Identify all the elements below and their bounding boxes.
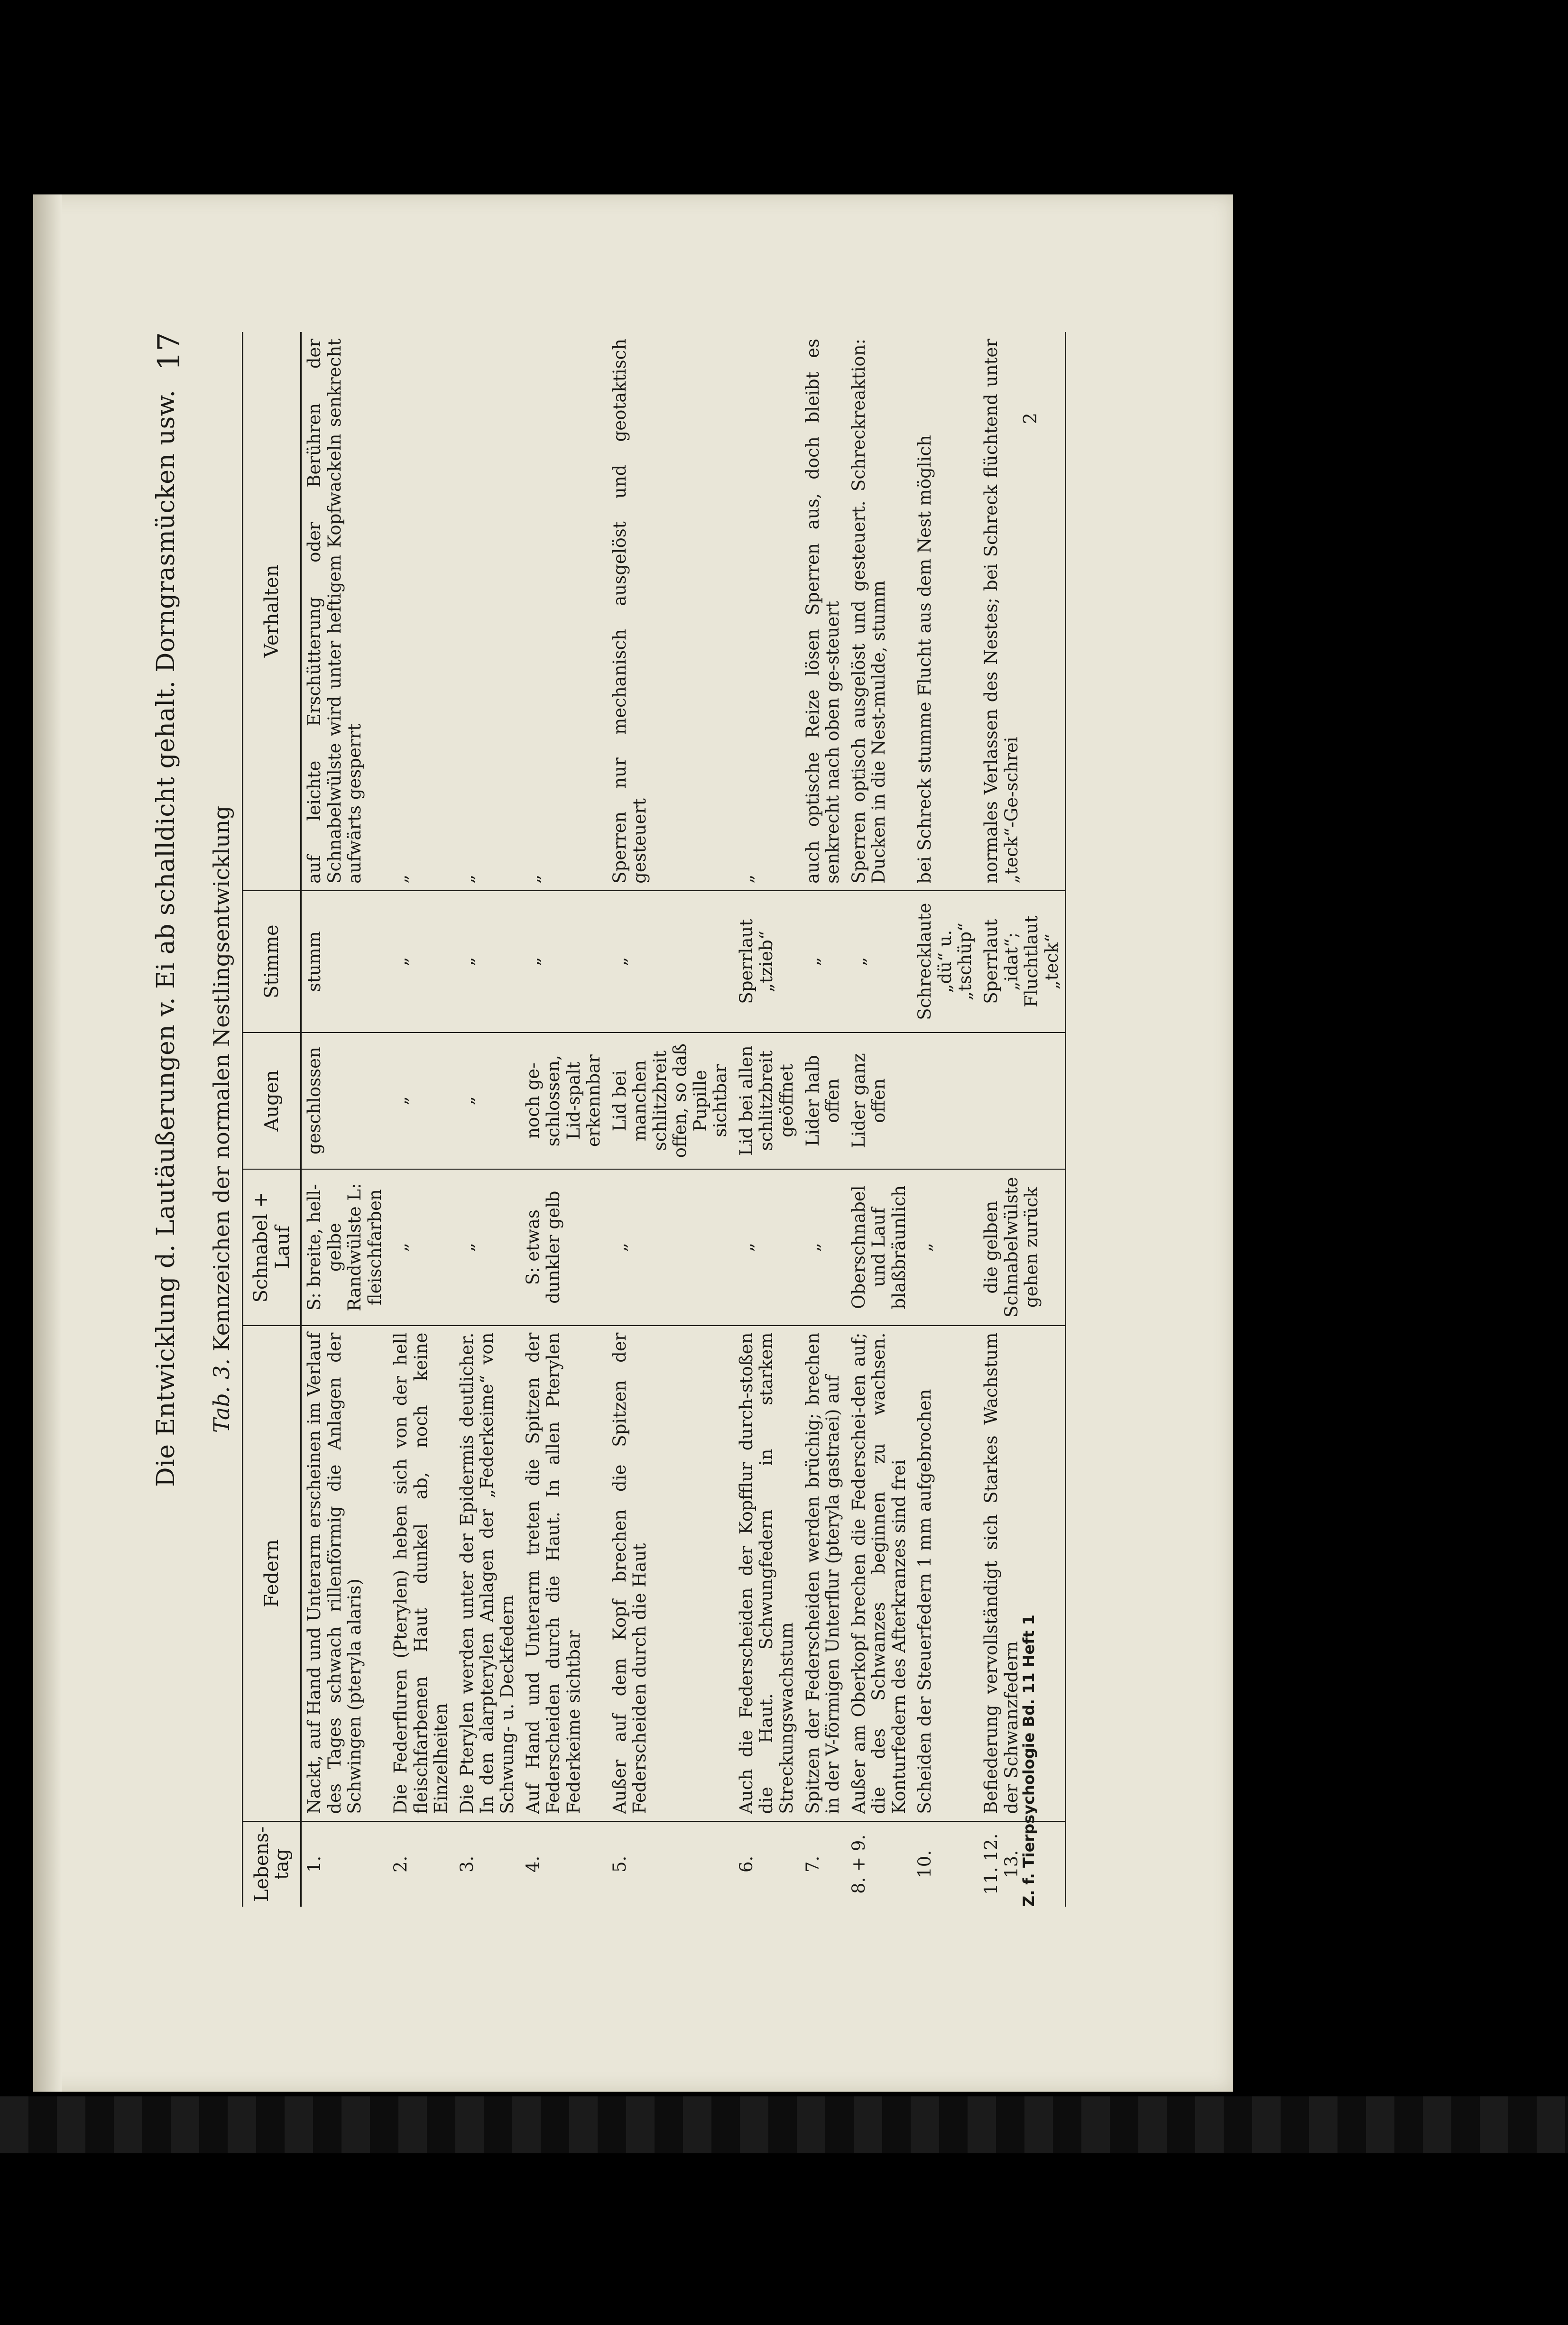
cell-augen [978, 1033, 1066, 1169]
cell-federn: Auf Hand und Unterarm treten die Spitzen der Federscheiden durch die Haut. In allen Pterylen Federkeime sichtbar [520, 1326, 607, 1821]
cell-augen: Lider halb offen [800, 1033, 846, 1169]
cell-augen: geschlossen [301, 1033, 388, 1169]
column-header-schnabel: Schnabel + Lauf [243, 1169, 301, 1326]
table-row [912, 332, 978, 1907]
cell-federn: Scheiden der Steuerfedern 1 mm aufgebrochen [912, 1326, 978, 1821]
table-number: Tab. 3. [209, 1358, 234, 1433]
column-header-verhalten: Verhalten [243, 332, 301, 891]
cell-verhalten: auf leichte Erschütterung oder Berühren der Schnabelwülste wird unter heftigem Kopfwackeln senkrecht aufwärts gesperrt [301, 332, 388, 891]
cell-stimme: „ [388, 891, 454, 1033]
cell-augen: „ [388, 1033, 454, 1169]
cell-schnabel: „ [800, 1169, 846, 1326]
cell-schnabel: S: etwas dunkler gelb [520, 1169, 607, 1326]
cell-federn: Befiederung vervollständigt sich Starkes Wachstum der Schwanzfedern [978, 1326, 1066, 1821]
cell-federn: Spitzen der Federscheiden werden brüchig; brechen in der V-förmigen Unterflur (pteryla gastraei) auf [800, 1326, 846, 1821]
table-row [846, 332, 913, 1907]
cell-augen: „ [454, 1033, 521, 1169]
cell-federn: Auch die Federscheiden der Kopfflur durch-stoßen die Haut. Schwungfedern in starkem Streckungswachstum [734, 1326, 800, 1821]
table-row [520, 332, 607, 1907]
signature-mark: 2 [1020, 413, 1041, 424]
cell-day: 5. [609, 1855, 630, 1873]
cell-stimme: Sperrlaut „idat“; Fluchtlaut „teck“ [978, 891, 1066, 1033]
cell-stimme: „ [607, 891, 734, 1033]
cell-day: 2. [390, 1855, 411, 1873]
cell-schnabel: „ [454, 1169, 521, 1326]
page-gutter-shadow [33, 194, 62, 2092]
rotated-page-content [152, 318, 1062, 1907]
cell-federn: Nackt, auf Hand und Unterarm erscheinen im Verlauf des Tages schwach rillenförmig die Anlagen der Schwingen (pteryla alaris) [301, 1326, 388, 1821]
cell-federn: Die Federfluren (Pterylen) heben sich von der hell fleischfarbenen Haut dunkel ab, noch keine Einzelheiten [388, 1326, 454, 1821]
cell-verhalten: Sperren nur mechanisch ausgelöst und geotaktisch gesteuert [607, 332, 734, 891]
table-header-row [243, 332, 301, 1907]
cell-schnabel: „ [912, 1169, 978, 1326]
table-row [388, 332, 454, 1907]
cell-federn: Außer auf dem Kopf brechen die Spitzen der Federscheiden durch die Haut [607, 1326, 734, 1821]
cell-verhalten: „ [520, 332, 607, 891]
cell-augen: Lider ganz offen [846, 1033, 913, 1169]
cell-stimme: stumm [301, 891, 388, 1033]
scanner-edge-strip [0, 2096, 1568, 2153]
cell-stimme: „ [800, 891, 846, 1033]
cell-stimme: Sperrlaut „tzieb“ [734, 891, 800, 1033]
table-row [607, 332, 734, 1907]
cell-day: 11. 12. 13. [978, 1821, 1066, 1907]
cell-day: 7. [802, 1855, 823, 1873]
cell-verhalten: Sperren optisch ausgelöst und gesteuert. Schreckreaktion: Ducken in die Nest-mulde, stumm [846, 332, 913, 891]
page-number: 17 [152, 332, 187, 371]
cell-verhalten: normales Verlassen des Nestes; bei Schreck flüchtend unter „teck“-Ge-schrei [978, 332, 1066, 891]
table-row [800, 332, 846, 1907]
column-header-day: Lebens-tag [243, 1821, 301, 1907]
cell-verhalten: „ [388, 332, 454, 891]
cell-schnabel: „ [607, 1169, 734, 1326]
cell-schnabel: „ [388, 1169, 454, 1326]
cell-stimme: „ [520, 891, 607, 1033]
table-caption [209, 332, 234, 1907]
cell-day: 3. [456, 1855, 477, 1873]
cell-day: 4. [523, 1855, 544, 1873]
cell-day: 1. [304, 1855, 324, 1873]
cell-schnabel: S: breite, hell-gelbe Randwülste L: fleischfarben [301, 1169, 388, 1326]
cell-stimme: Schrecklaute „dü“ u. „tschüp“ [912, 891, 978, 1033]
nestling-development-table [242, 332, 1066, 1907]
running-title: Die Entwicklung d. Lautäußerungen v. Ei ab schalldicht gehalt. Dorngrasmücken usw. [152, 389, 180, 1487]
cell-day: 8. + 9. [848, 1834, 869, 1894]
cell-day: 10. [914, 1850, 935, 1878]
cell-schnabel: Oberschnabel und Lauf blaßbräunlich [846, 1169, 913, 1326]
cell-verhalten: „ [734, 332, 800, 891]
cell-schnabel: die gelben Schnabelwülste gehen zurück [978, 1169, 1066, 1326]
cell-augen: Lid bei manchen schlitzbreit offen, so daß Pupille sichtbar [607, 1033, 734, 1169]
cell-augen [912, 1033, 978, 1169]
table-row [734, 332, 800, 1907]
cell-stimme: „ [454, 891, 521, 1033]
cell-augen: noch ge-schlossen, Lid-spalt erkennbar [520, 1033, 607, 1169]
cell-day: 6. [736, 1855, 756, 1873]
column-header-stimme: Stimme [243, 891, 301, 1033]
cell-federn: Außer am Oberkopf brechen die Federschei-den auf; die des Schwanzes beginnen zu wachsen. Konturfedern des Afterkranzes sind frei [846, 1326, 913, 1821]
column-header-federn: Federn [243, 1326, 301, 1821]
table-row [301, 332, 388, 1907]
cell-verhalten: auch optische Reize lösen Sperren aus, doch bleibt es senkrecht nach oben ge-steuert [800, 332, 846, 891]
table-row [454, 332, 521, 1907]
cell-federn: Die Pterylen werden unter der Epidermis deutlicher. In den alarpterylen Anlagen der „Federkeime“ von Schwung- u. Deckfedern [454, 1326, 521, 1821]
column-header-augen: Augen [243, 1033, 301, 1169]
cell-augen: Lid bei allen schlitzbreit geöffnet [734, 1033, 800, 1169]
cell-verhalten: bei Schreck stumme Flucht aus dem Nest möglich [912, 332, 978, 891]
cell-verhalten: „ [454, 332, 521, 891]
table-caption-text: Kennzeichen der normalen Nestlingsentwicklung [209, 805, 234, 1352]
cell-schnabel: „ [734, 1169, 800, 1326]
running-header [152, 332, 204, 1907]
cell-stimme: „ [846, 891, 913, 1033]
journal-footer: Z. f. Tierpsychologie Bd. 11 Heft 1 [1020, 1615, 1038, 1907]
